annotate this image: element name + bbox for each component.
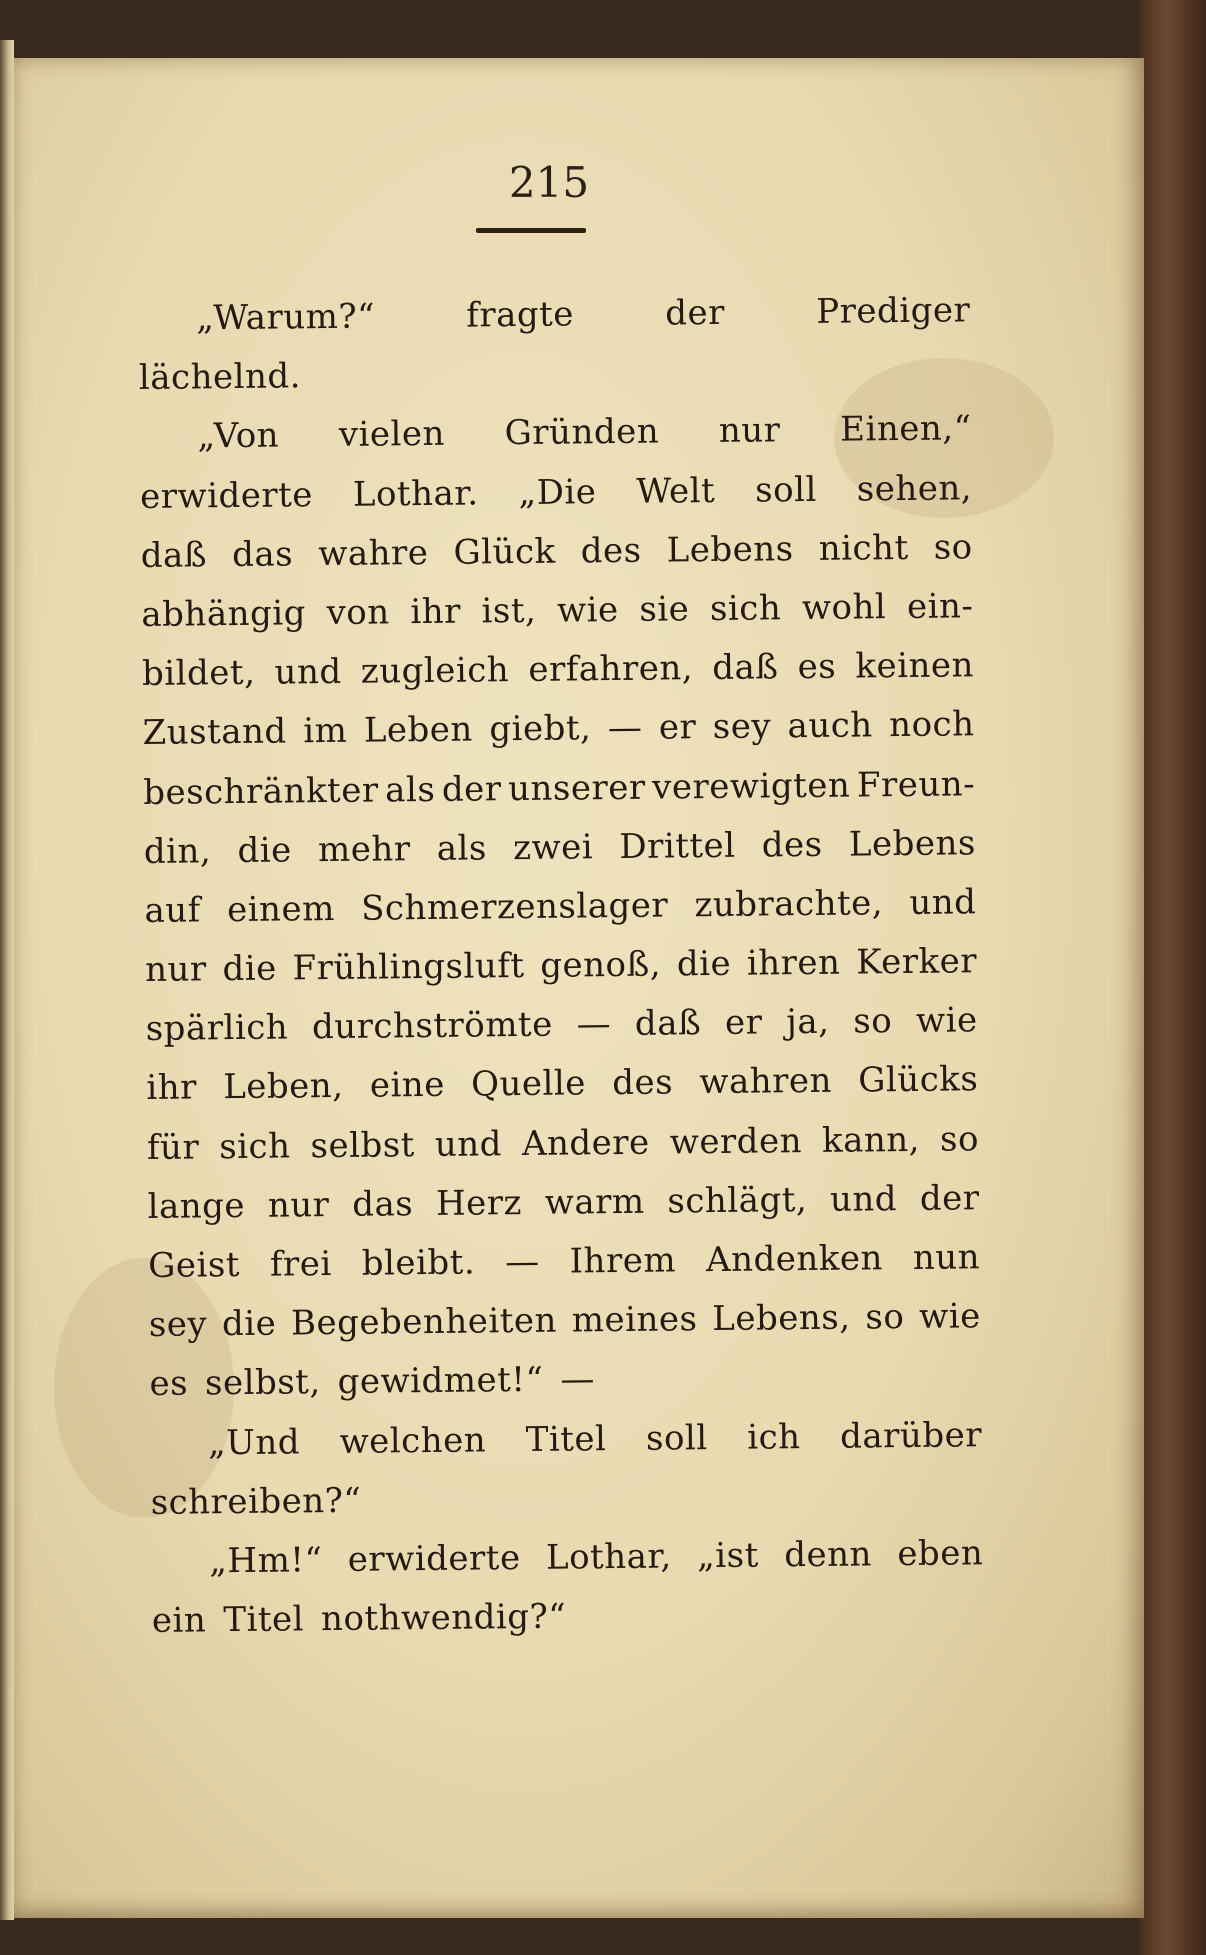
word: darüber — [839, 1414, 983, 1457]
word: Ihrem — [569, 1240, 677, 1282]
word: im — [303, 711, 348, 752]
word: soll — [754, 469, 818, 511]
word: unserer — [507, 767, 646, 809]
word: wie — [918, 1296, 981, 1338]
word: er — [724, 1002, 763, 1044]
word: die — [221, 1303, 277, 1345]
word: daß — [712, 647, 779, 689]
word: Titel — [525, 1418, 607, 1460]
word: lange — [147, 1185, 246, 1227]
word: von — [326, 592, 390, 633]
word: Leben, — [223, 1066, 344, 1108]
text-line — [146, 1051, 979, 1119]
word: als — [384, 769, 436, 810]
word: so — [865, 1297, 905, 1338]
word: ihr — [410, 591, 462, 633]
word: zubrachte, — [694, 883, 884, 926]
word: Prediger — [816, 290, 971, 332]
word: — — [504, 1241, 540, 1283]
word: sehen, — [856, 467, 973, 510]
word: wahren — [699, 1061, 833, 1103]
word: Lothar. — [352, 473, 479, 515]
word: Zustand — [142, 711, 287, 754]
word: erwiderte — [139, 474, 314, 517]
word: lächelnd. — [138, 356, 302, 399]
word: so — [933, 527, 973, 568]
text-line — [142, 696, 975, 764]
text-line — [138, 281, 971, 349]
text-line — [152, 1583, 985, 1651]
word: din, — [143, 830, 212, 872]
word: des — [761, 824, 823, 866]
word: der — [919, 1178, 980, 1219]
word: denn — [783, 1534, 873, 1576]
word: die — [676, 943, 732, 985]
word: ist, — [481, 590, 537, 632]
word: daß — [140, 535, 208, 576]
word: Freun- — [856, 763, 976, 805]
word: und — [434, 1123, 503, 1165]
book-page — [14, 58, 1144, 1918]
word: giebt, — [489, 708, 592, 750]
word: „ist — [696, 1535, 759, 1577]
word: Drittel — [619, 825, 736, 867]
word: wie — [556, 589, 619, 631]
word: Andere — [521, 1122, 650, 1164]
word: der — [665, 292, 726, 334]
text-line — [141, 577, 974, 645]
word: Glück — [453, 531, 556, 573]
word: „Die — [518, 471, 597, 513]
word: selbst, — [204, 1362, 321, 1404]
word: so — [939, 1118, 980, 1160]
word: zwei — [512, 826, 594, 868]
word: nicht — [818, 527, 909, 569]
word: mehr — [317, 828, 411, 870]
book-cover-edge — [1140, 0, 1206, 1955]
word: — — [576, 1004, 612, 1045]
word: vielen — [338, 414, 446, 456]
word: wohl — [801, 587, 887, 629]
word: fragte — [466, 294, 575, 336]
word: verewigten — [651, 765, 851, 808]
body-text — [138, 281, 984, 1651]
word: und — [909, 882, 977, 923]
word: nur — [267, 1184, 330, 1226]
word: Schmerzenslager — [360, 885, 669, 929]
text-line — [144, 814, 977, 882]
word: Glücks — [858, 1059, 979, 1101]
text-line — [149, 1287, 982, 1355]
word: Quelle — [470, 1063, 587, 1105]
word: die — [222, 948, 277, 990]
text-line — [145, 932, 978, 1000]
word: das — [231, 534, 294, 575]
text-line — [145, 991, 978, 1059]
word: soll — [645, 1417, 708, 1459]
word: nur — [144, 949, 207, 991]
word: „Von — [197, 415, 280, 457]
word: gewidmet!“ — [337, 1360, 544, 1403]
word: Titel — [223, 1599, 305, 1641]
word: erfahren, — [528, 648, 694, 691]
word: keinen — [855, 645, 975, 687]
text-line — [142, 636, 975, 704]
word: auch — [787, 705, 873, 747]
word: noch — [888, 704, 975, 746]
word: selbst — [310, 1124, 416, 1166]
word: Frühlingsluft — [292, 946, 525, 989]
word: Begebenheiten — [290, 1300, 558, 1344]
word: Andenken — [705, 1238, 884, 1281]
text-line — [139, 400, 972, 468]
word: und — [274, 652, 342, 693]
word: Gründen — [504, 411, 660, 454]
word: des — [612, 1062, 674, 1104]
word: ihren — [746, 942, 841, 984]
word: des — [580, 530, 642, 572]
word: er — [658, 707, 697, 748]
word: für — [146, 1127, 200, 1168]
word: ich — [747, 1416, 801, 1458]
word: Kerker — [855, 941, 978, 983]
word: eine — [369, 1065, 446, 1107]
word: Herz — [435, 1182, 523, 1224]
word: ein — [151, 1600, 207, 1642]
text-line — [143, 755, 976, 823]
word: Lothar, — [545, 1536, 672, 1578]
text-line — [140, 518, 973, 586]
word: und — [829, 1178, 898, 1220]
text-line — [148, 1228, 981, 1296]
word: ein- — [906, 586, 974, 627]
word: frei — [269, 1244, 333, 1285]
word: Leben — [363, 709, 474, 751]
word: sie — [639, 589, 690, 630]
word: eben — [897, 1533, 984, 1575]
word: spärlich — [145, 1007, 289, 1050]
word: Lebens, — [712, 1297, 851, 1340]
word: es — [149, 1363, 189, 1405]
page-number-rule — [476, 228, 586, 233]
word: bildet, — [141, 652, 256, 695]
word: Geist — [148, 1244, 241, 1286]
text-line — [144, 873, 977, 941]
word: sey — [712, 706, 772, 748]
word: Lebens — [666, 528, 794, 571]
word: nur — [718, 410, 781, 452]
word: einem — [226, 888, 336, 930]
word: das — [352, 1183, 414, 1225]
word: ihr — [146, 1067, 198, 1109]
word: beschränkter — [143, 770, 379, 813]
word: kann, — [821, 1119, 921, 1161]
book-gutter-edge — [0, 40, 14, 1920]
word: warm — [544, 1181, 645, 1223]
page-number: 215 — [508, 158, 590, 207]
word: wie — [915, 1000, 978, 1042]
text-line — [150, 1465, 983, 1533]
word: werden — [669, 1120, 803, 1163]
word: ja, — [786, 1002, 830, 1043]
word: — — [560, 1359, 596, 1401]
word: „Und — [207, 1421, 301, 1463]
word: Welt — [636, 470, 716, 512]
word: Lebens — [848, 822, 977, 865]
word: nun — [912, 1237, 981, 1278]
word: die — [237, 830, 292, 871]
word: durchströmte — [311, 1004, 553, 1048]
text-line — [151, 1524, 984, 1592]
word: schlägt, — [667, 1179, 808, 1222]
word: daß — [634, 1003, 702, 1045]
text-line — [147, 1110, 980, 1178]
word: nothwendig?“ — [320, 1596, 567, 1640]
word: bleibt. — [361, 1242, 476, 1284]
word: meines — [571, 1299, 698, 1341]
text-line — [149, 1347, 982, 1415]
word: wahre — [318, 532, 429, 574]
word: sich — [219, 1126, 291, 1167]
word: welchen — [339, 1419, 487, 1462]
word: zugleich — [360, 650, 510, 692]
word: erwiderte — [347, 1538, 521, 1580]
text-line — [147, 1169, 980, 1237]
word: der — [441, 768, 502, 810]
word: Einen,“ — [839, 408, 972, 451]
word: sey — [148, 1304, 208, 1346]
word: abhängig — [141, 593, 307, 635]
word: so — [853, 1001, 893, 1042]
word: es — [797, 646, 837, 688]
text-line — [150, 1406, 983, 1474]
word: — — [607, 708, 643, 749]
text-line — [139, 340, 972, 408]
word: als — [436, 828, 488, 869]
text-line — [140, 459, 973, 527]
word: „Warum?“ — [196, 296, 376, 339]
word: genoß, — [540, 944, 662, 986]
word: sich — [709, 588, 782, 629]
word: „Hm!“ — [209, 1540, 323, 1582]
word: schreiben?“ — [150, 1480, 362, 1523]
word: auf — [144, 890, 201, 931]
